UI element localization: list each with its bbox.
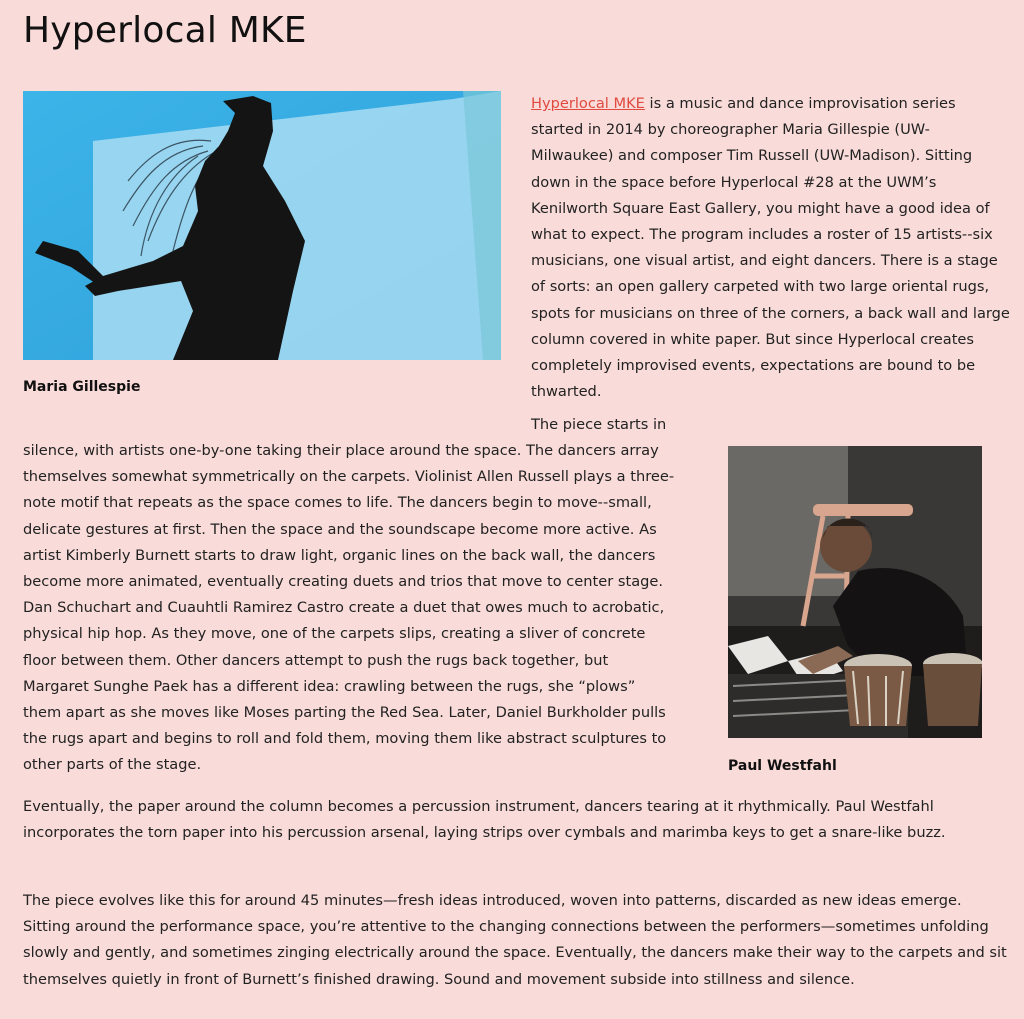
page-title: Hyperlocal MKE xyxy=(23,10,307,51)
figure-caption-paul-westfahl: Paul Westfahl xyxy=(728,758,837,774)
dancer-photo-icon xyxy=(23,91,501,360)
musician-photo-icon xyxy=(728,446,982,738)
article-paragraph-2: silence, with artists one-by-one taking their place around the space. The dancers array themselves somewhat symmetrically on the carpets. Violinist Allen Russell plays a three-note motif that repeats as the space comes to life. The dancers begin to move--small, delicate gestures at first. Then the space and the soundscape become more active. As artist Kimberly Burnett starts to draw light, organic lines on the back wall, the dancers become more animated, eventually creating duets and trios that move to center stage. Dan Schuchart and Cuauhtli Ramirez Castro create a duet that owes much to acrobatic, physical hip hop. As they move, one of the carpets slips, creating a sliver of concrete floor between them. Other dancers attempt to push the rugs back together, but Margaret Sunghe Paek has a different idea: crawling between the rugs, she “plows” them apart as she moves like Moses parting the Red Sea. Later, Daniel Burkholder pulls the rugs apart and begins to roll and fold them, moving them like abstract sculptures to other parts of the stage. xyxy=(23,442,675,774)
hyperlocal-mke-link[interactable]: Hyperlocal MKE xyxy=(531,95,645,112)
maria-gillespie-photo xyxy=(23,91,501,360)
article-paragraph-3: Eventually, the paper around the column becomes a percussion instrument, dancers tearing at it rhythmically. Paul Westfahl incorporates the torn paper into his percussion arsenal, laying strips over cymbals and marimba keys to get a snare-like buzz. xyxy=(23,798,946,842)
article-paragraph-2-start: The piece starts in xyxy=(531,416,667,433)
figure-caption-maria-gillespie: Maria Gillespie xyxy=(23,379,141,395)
article-paragraph-4: The piece evolves like this for around 45 minutes—fresh ideas introduced, woven into patterns, discarded as new ideas emerge. Sitting around the performance space, you’re attentive to the changing connections between the performers—sometimes unfolding slowly and gently, and sometimes zinging electrically around the space. Eventually, the dancers make their way to the carpets and sit themselves quietly in front of Burnett’s finished drawing. Sound and movement subside into stillness and silence. xyxy=(23,892,1007,988)
paragraph-1-text: is a music and dance improvisation series started in 2014 by choreographer Maria Gillespie (UW-Milwaukee) and composer Tim Russell (UW-Madison). Sitting down in the space before Hyperlocal #28 at the UWM’s Kenilworth Square East Gallery, you might have a good idea of what to expect. The program includes a roster of 15 artists--six musicians, one visual artist, and eight dancers. There is a stage of sorts: an open gallery carpeted with two large oriental rugs, spots for musicians on three of the corners, a back wall and large column covered in white paper. But since Hyperlocal creates completely improvised events, expectations are bound to be thwarted. xyxy=(531,95,1010,401)
article-paragraph-1 xyxy=(531,91,1011,405)
paul-westfahl-photo xyxy=(728,446,982,738)
